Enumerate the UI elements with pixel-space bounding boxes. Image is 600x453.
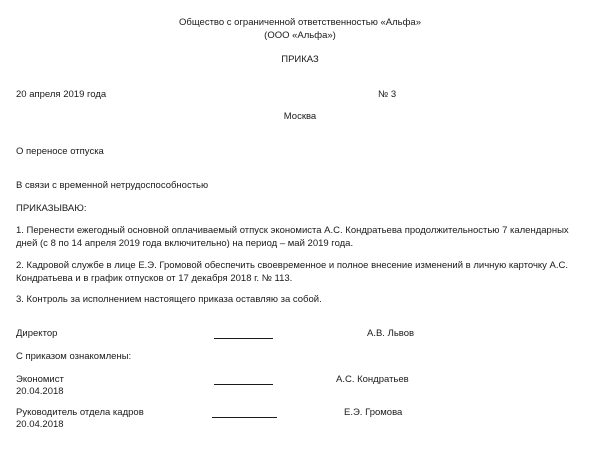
- signer-2-date: 20.04.2018: [16, 419, 64, 430]
- acquainted-label: С приказом ознакомлены:: [16, 351, 132, 362]
- order-date: 20 апреля 2019 года: [16, 89, 107, 100]
- company-short-name: (ООО «Альфа»): [264, 30, 336, 41]
- order-item-3: 3. Контроль за исполнением настоящего приказа оставляю за собой.: [16, 294, 322, 305]
- order-subject: О переносе отпуска: [16, 146, 104, 157]
- order-item-2: 2. Кадровой службе в лице Е.Э. Громовой обеспечить своевременное и полное внесение изменений в личную карточку А.С. Кондратьева и в график отпусков от 17 декабря 2018 г. № 113.: [16, 260, 569, 284]
- director-signature-line: [214, 338, 273, 339]
- director-name: А.В. Львов: [367, 328, 415, 339]
- signer-2-position: Руководитель отдела кадров: [16, 407, 144, 418]
- signer-1-name: А.С. Кондратьев: [336, 374, 409, 385]
- signer-2-name: Е.Э. Громова: [344, 407, 403, 418]
- director-title: Директор: [16, 328, 58, 339]
- signer-2-signature-line: [212, 417, 277, 418]
- order-reason: В связи с временной нетрудоспособностью: [16, 180, 209, 191]
- order-item-1: 1. Перенести ежегодный основной оплачиваемый отпуск экономиста А.С. Кондратьева продолжительностью 7 календарных дней (с 8 по 14 апреля 2019 года включительно) на период – май 2019 года.: [16, 225, 569, 249]
- document-type-title: ПРИКАЗ: [281, 54, 319, 65]
- signer-1-date: 20.04.2018: [16, 386, 64, 397]
- company-full-name: Общество с ограниченной ответственностью «Альфа»: [179, 17, 421, 28]
- order-directive: ПРИКАЗЫВАЮ:: [16, 203, 87, 214]
- order-city: Москва: [283, 111, 317, 122]
- signer-1-position: Экономист: [16, 374, 64, 385]
- order-number: № 3: [378, 89, 397, 100]
- signer-1-signature-line: [214, 384, 273, 385]
